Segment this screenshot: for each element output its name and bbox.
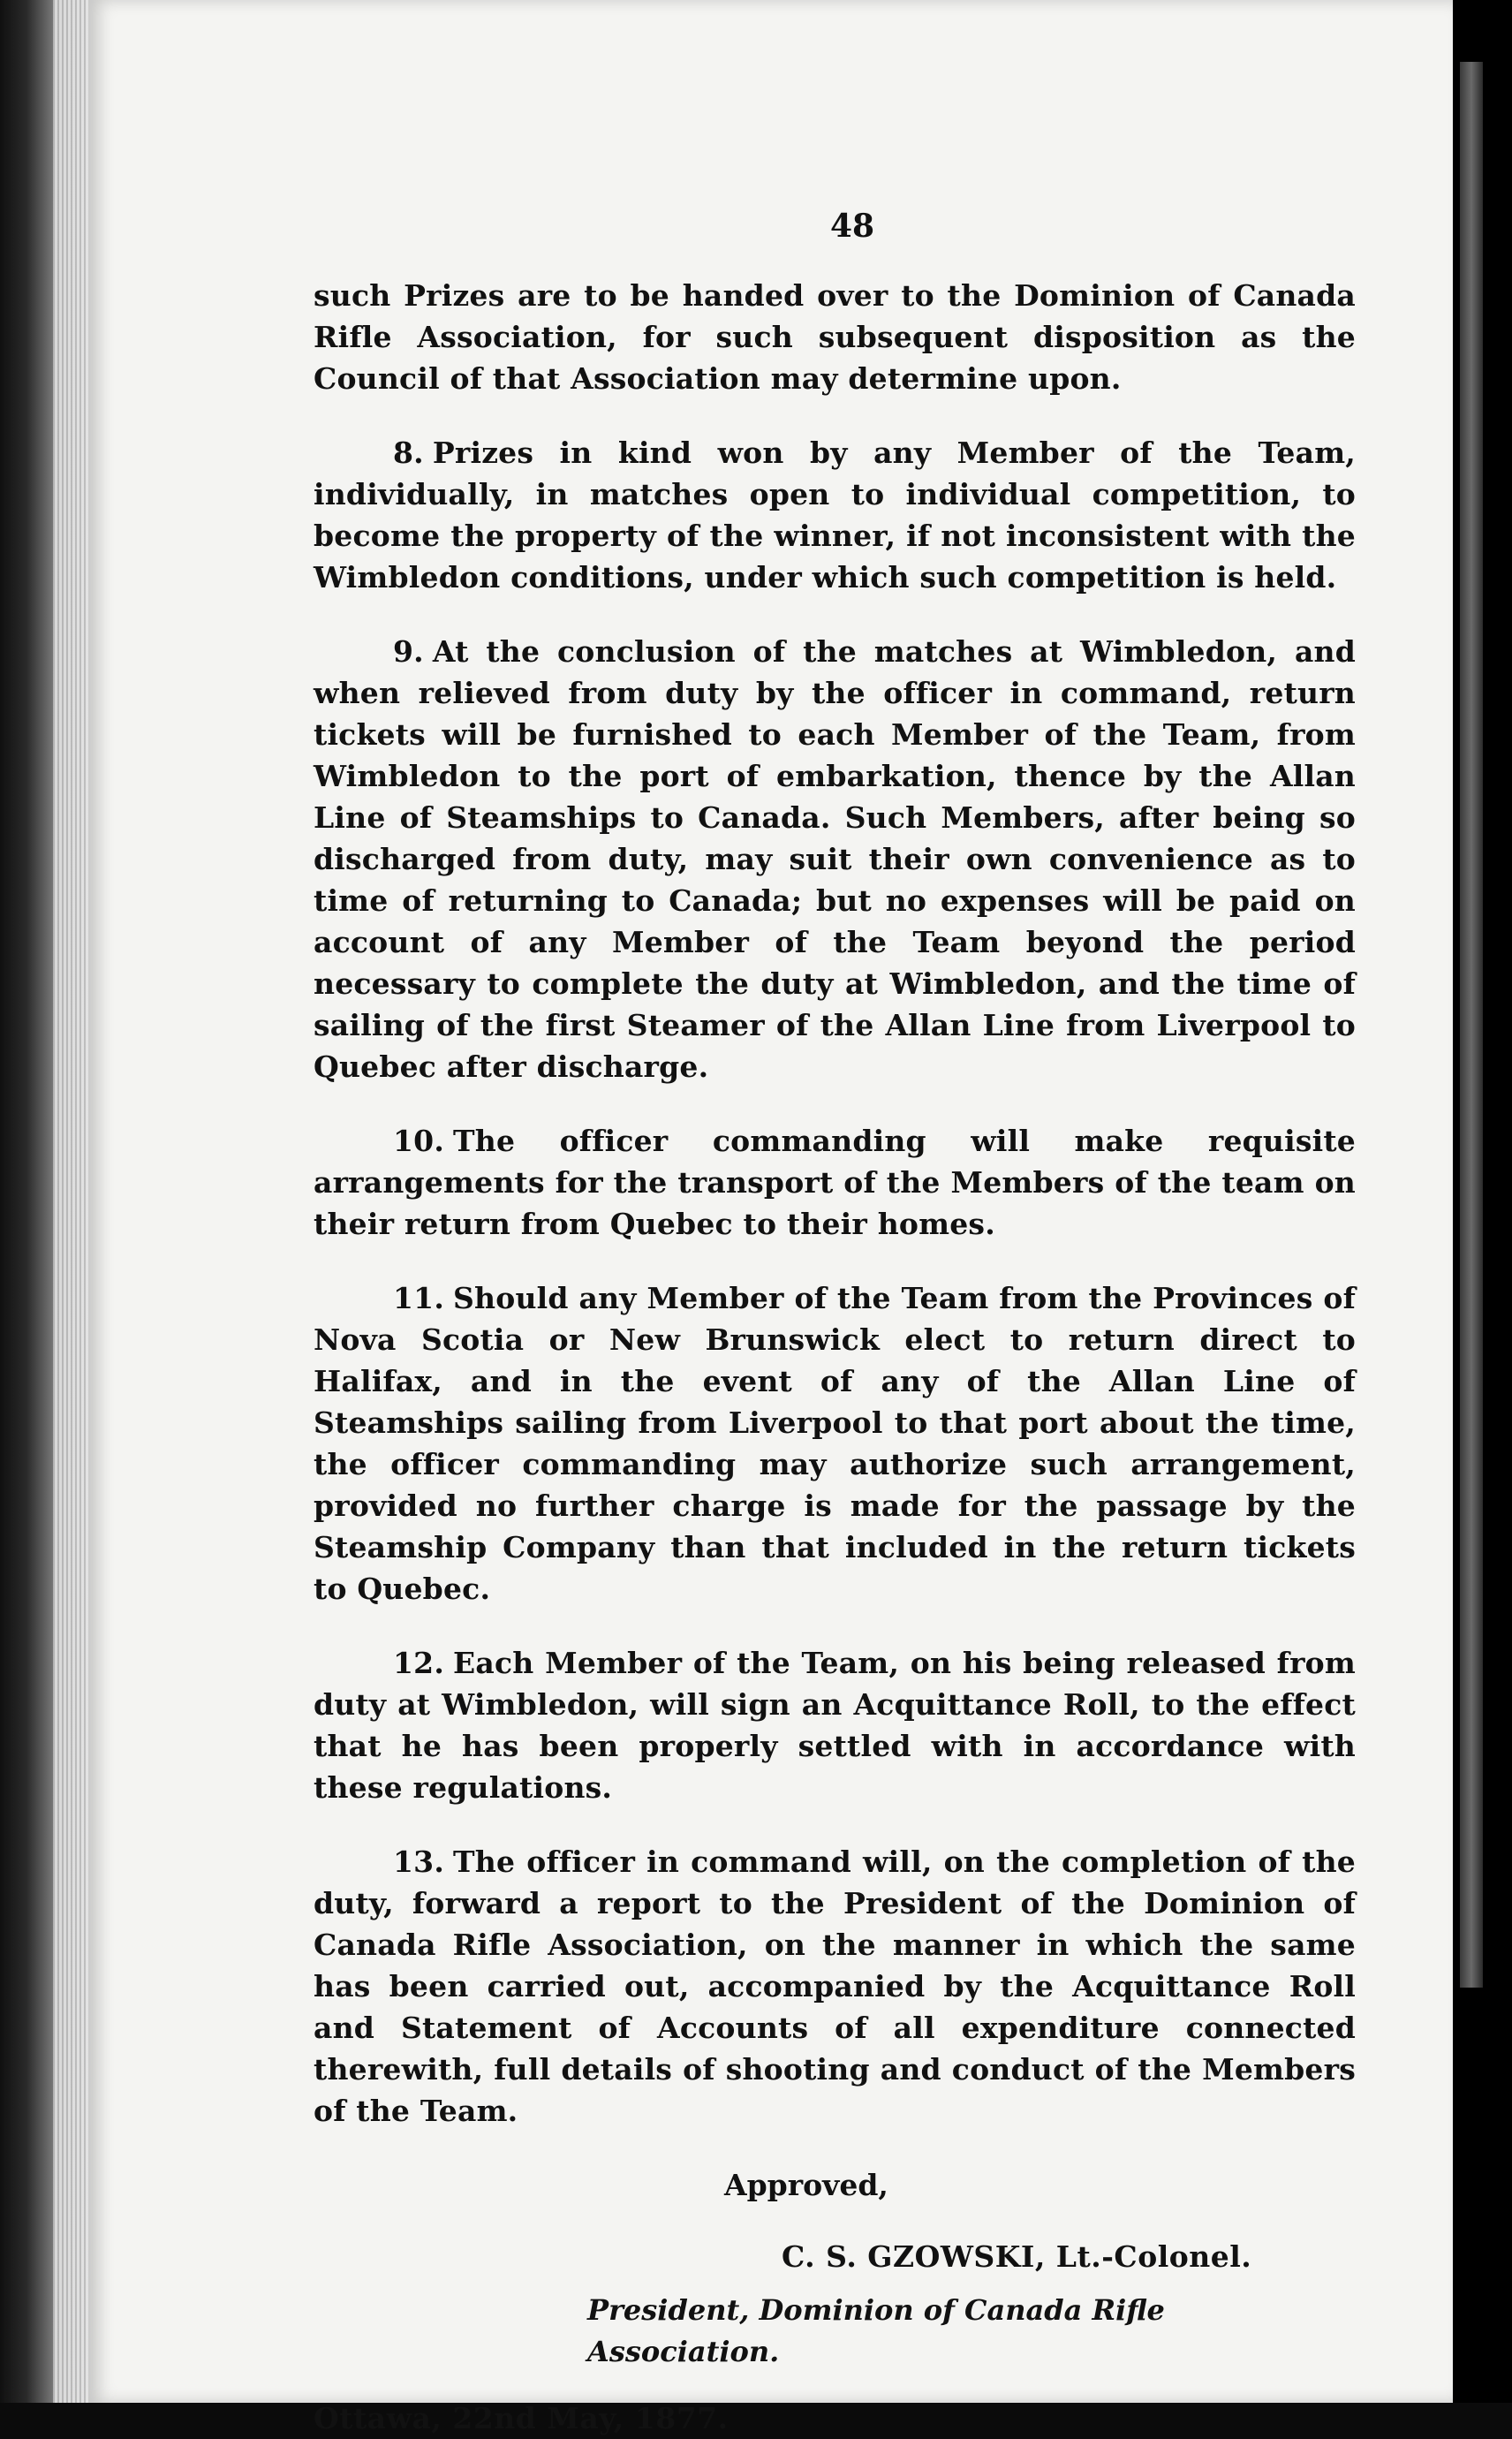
paragraph-8: [314, 432, 1356, 598]
paragraph-9: [314, 631, 1356, 1087]
facing-page-edge: [1460, 62, 1483, 1988]
paragraph-text: The officer in command will, on the completion of the duty, forward a report to the President of the Dominion of Canada Rifle Association, on the manner in which the same has been carried out, accompanied by the Acquittance Roll and Statement of Accounts of all expenditure connected therewith, full details of shooting and conduct of the Members of the Team.: [314, 1844, 1356, 2128]
paragraph-continuation: [314, 275, 1356, 399]
paragraph-number: 12.: [393, 1646, 445, 1680]
paragraph-text: Prizes in kind won by any Member of the Team, individually, in matches open to individual competition, to become the property of the winner, if not inconsistent with the Wimbledon conditions, under which such competition is held.: [314, 436, 1356, 595]
paragraph-number: 13.: [393, 1844, 445, 1879]
paragraph-11: [314, 1277, 1356, 1610]
paragraph-12: [314, 1642, 1356, 1808]
page-number: 48: [829, 208, 875, 245]
dateline: Ottawa, 22nd May, 1877.: [314, 2401, 729, 2435]
approved-line: Approved,: [724, 2168, 888, 2202]
paragraph-text: such Prizes are to be handed over to the Dominion of Canada Rifle Association, for such subsequent disposition as the Council of that Association may determine upon.: [314, 278, 1356, 396]
page-stack-edges: [53, 0, 88, 2403]
paragraph-number: 8.: [393, 436, 424, 470]
paragraph-text: Should any Member of the Team from the Provinces of Nova Scotia or New Brunswick elect to return direct to Halifax, and in the event of any of the Allan Line of Steamships sailing from Liverpool to that port about the time, the officer commanding may authorize such arrangement, provided no further charge is made for the passage by the Steamship Company than that included in the return tickets to Quebec.: [314, 1281, 1356, 1606]
paragraph-number: 11.: [393, 1281, 445, 1315]
paragraph-text: Each Member of the Team, on his being released from duty at Wimbledon, will sign an Acquittance Roll, to the effect that he has been properly settled with in accordance with these regulations.: [314, 1646, 1356, 1805]
paragraph-number: 10.: [393, 1124, 445, 1158]
paragraph-13: [314, 1841, 1356, 2132]
scan-right-border: [1453, 0, 1512, 2403]
paragraph-number: 9.: [393, 634, 424, 669]
paragraph-10: [314, 1120, 1356, 1245]
signer-name: C. S. GZOWSKI, Lt.-Colonel.: [782, 2239, 1252, 2274]
paragraph-text: At the conclusion of the matches at Wimbledon, and when relieved from duty by the officer in command, return tickets will be furnished to each Member of the Team, from Wimbledon to the port of embarkation, thence by the Allan Line of Steamships to Canada. Such Members, after being so discharged from duty, may suit their own convenience as to time of returning to Canada; but no expenses will be paid on account of any Member of the Team beyond the period necessary to complete the duty at Wimbledon, and the time of sailing of the first Steamer of the Allan Line from Liverpool to Quebec after discharge.: [314, 634, 1356, 1084]
page-text: [314, 208, 1356, 2439]
signer-title: President, Dominion of Canada Rifle Association.: [587, 2293, 1165, 2368]
paragraph-text: The officer commanding will make requisite arrangements for the transport of the Members of the team on their return from Quebec to their homes.: [314, 1124, 1356, 1241]
